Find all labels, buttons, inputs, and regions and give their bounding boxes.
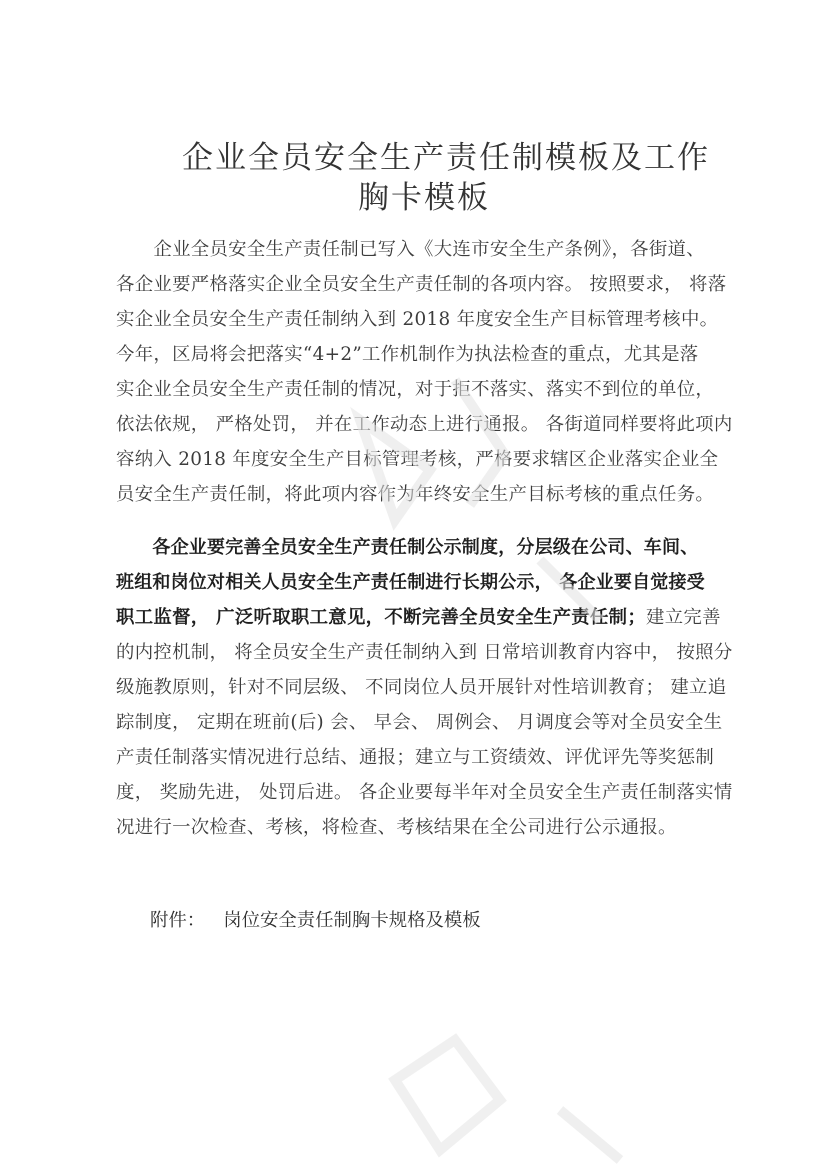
paragraph-2-line: 级施教原则，针对不同层级、 不同岗位人员开展针对性培训教育； 建立追 <box>116 677 727 698</box>
document-title-line-1: 企业全员安全生产责任制模板及工作 <box>182 140 710 176</box>
document-title-line-2: 胸卡模板 <box>358 180 490 216</box>
paragraph-2-line: 况进行一次检查、考核，将检查、考核结果在全公司进行公示通报。 <box>116 817 677 838</box>
paragraph-1-line: 今年，区局将会把落实“4+2”工作机制作为执法检查的重点，尤其是落 <box>116 344 699 365</box>
attachment-label: 附件： <box>150 910 206 931</box>
paragraph-2-bold-line: 班组和岗位对相关人员安全生产责任制进行长期公示， 各企业要自觉接受 <box>116 572 705 593</box>
paragraph-2-mixed-line <box>116 603 721 629</box>
paragraph-2-line: 的内控机制， 将全员安全生产责任制纳入到 日常培训教育内容中， 按照分 <box>116 642 733 663</box>
attachment-line <box>150 906 481 932</box>
paragraph-1-line: 实企业全员安全生产责任制纳入到 2018 年度安全生产目标管理考核中。 <box>116 309 719 330</box>
paragraph-2-bold-line: 各企业要完善全员安全生产责任制公示制度，分层级在公司、车间、 <box>116 537 699 558</box>
paragraph-1-line: 企业全员安全生产责任制已写入《大连市安全生产条例》，各街道、 <box>116 239 705 260</box>
paragraph-1-line: 容纳入 2018 年度安全生产目标管理考核，严格要求辖区企业落实企业全 <box>116 449 719 470</box>
paragraph-2-line: 度， 奖励先进， 处罚后进。 各企业要每半年对全员安全生产责任制落实情 <box>116 782 733 803</box>
watermark-stroke <box>560 1110 620 1160</box>
paragraph-1-line: 员安全生产责任制，将此项内容作为年终安全生产目标考核的重点任务。 <box>116 484 715 505</box>
attachment-text: 岗位安全责任制胸卡规格及模板 <box>223 910 481 931</box>
paragraph-2-line: 产责任制落实情况进行总结、通报；建立与工资绩效、评优评先等奖惩制 <box>116 747 715 768</box>
paragraph-1-line: 各企业要严格落实企业全员安全生产责任制的各项内容。 按照要求， 将落 <box>116 274 727 295</box>
paragraph-1-line: 依法依规， 严格处罚， 并在工作动态上进行通报。 各街道同样要将此项内 <box>116 414 733 435</box>
watermark-stroke <box>395 1040 500 1150</box>
paragraph-1-line: 实企业全员安全生产责任制的情况，对于拒不落实、落实不到位的单位， <box>116 379 715 400</box>
paragraph-2-tail-segment: 建立完善 <box>646 607 721 628</box>
paragraph-2-line: 踪制度， 定期在班前(后) 会、 早会、 周例会、 月调度会等对全员安全生 <box>116 712 723 733</box>
paragraph-2-bold-segment: 职工监督， 广泛听取职工意见，不断完善全员安全生产责任制； <box>116 607 647 628</box>
